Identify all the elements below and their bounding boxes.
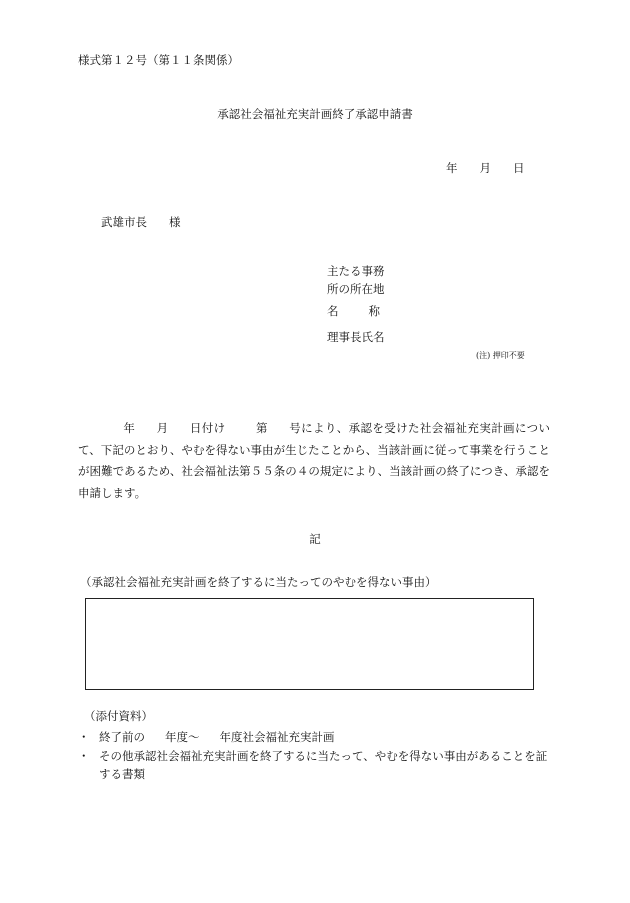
attachment-item-1-suffix: 年度社会福祉充実計画: [219, 730, 335, 744]
name-label-char-2: 称: [368, 304, 380, 318]
reason-label: （承認社会福祉充実計画を終了するに当たってのやむを得ない事由）: [80, 575, 437, 589]
reason-input-box[interactable]: [85, 598, 534, 690]
applicant-address-label-1: 主たる事務: [327, 264, 385, 278]
attachment-item-1-mid: 年度～: [165, 730, 200, 744]
addressee-name: 武雄市長: [101, 215, 147, 229]
date-month-label: 月: [479, 161, 491, 175]
attachments-list: [78, 728, 558, 784]
attachments-label: （添付資料）: [84, 709, 153, 723]
date-line: [446, 162, 525, 176]
body-year: 年: [123, 421, 136, 435]
date-day-label: 日: [513, 161, 525, 175]
body-date-suffix: 日付け: [189, 421, 226, 435]
date-year-label: 年: [446, 161, 458, 175]
attachment-item-2-text: その他承認社会福祉充実計画を終了するに当たって、やむを得ない事由があることを証する書類: [99, 748, 548, 781]
applicant-address-label-2: 所の所在地: [327, 282, 385, 296]
body-text: 号により、承認を受けた社会福祉充実計画について、下記のとおり、やむを得ない事由が生じたことから、当該計画に従って事業を行うことが困難であるため、社会福祉法第５５条の４の規定により、当該計画の終了につき、承認を申請します。: [78, 421, 550, 500]
applicant-representative-label: 理事長氏名: [327, 330, 385, 344]
addressee-honorific: 様: [169, 215, 181, 229]
name-label-char-1: 名: [327, 304, 339, 318]
applicant-name-label: [327, 305, 385, 323]
ki-heading: 記: [309, 532, 321, 546]
form-number: 様式第１２号（第１１条関係）: [78, 53, 239, 67]
bullet-icon: ・: [78, 730, 90, 744]
body-month: 月: [156, 421, 169, 435]
attachment-item-1: [78, 728, 558, 747]
addressee: [101, 216, 181, 230]
document-title: 承認社会福祉充実計画終了承認申請書: [217, 107, 413, 121]
attachment-item-2: [78, 747, 558, 784]
bullet-icon: ・: [78, 748, 90, 763]
body-paragraph: [78, 418, 550, 504]
attachment-item-1-prefix: 終了前の: [99, 730, 145, 744]
applicant-block: [327, 265, 385, 349]
body-no-prefix: 第: [255, 421, 268, 435]
seal-not-required-note: (注) 押印不要: [476, 351, 525, 360]
